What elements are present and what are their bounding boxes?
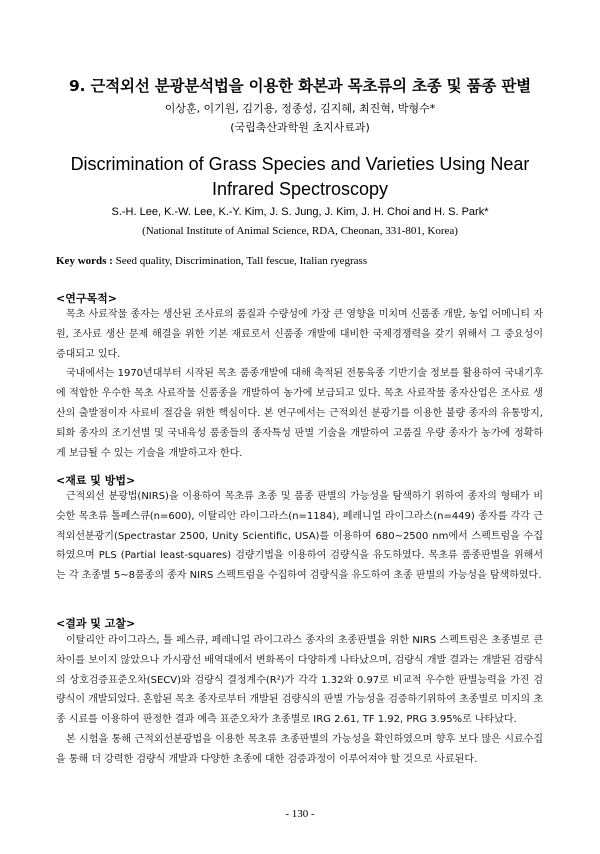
english-affiliation: (National Institute of Animal Science, RDA, Cheonan, 331-801, Korea) [142, 225, 458, 237]
paragraph: 본 시험을 통해 근적외선분광법을 이용한 목초류 초종판별의 가능성을 확인하였으며 향후 보다 많은 시료수집을 통해 더 강력한 검량식 개발과 다양한 초종에 대한 검증과정이 이루어져야 할 것으로 사료된다. [56, 733, 543, 765]
section-heading-results: <결과 및 고찰> [56, 617, 136, 630]
keywords-value: Seed quality, Discrimination, Tall fescue, Italian ryegrass [115, 255, 368, 267]
page-number: - 130 - [285, 808, 315, 820]
english-title: Discrimination of Grass Species and Varieties Using Near Infrared Spectroscopy [70, 154, 530, 199]
paragraph: 근적외선 분광법(NIRS)을 이용하여 목초류 초종 및 품종 판별의 가능성을 탐색하기 위하여 종자의 형태가 비슷한 목초류 톨페스큐(n=600), 이탈리안 라이그라스(n=1184), 페레니얼 라이그라스(n=449) 종자를 각각 근적외선분광기(Spectrastar 2500, Unity Scientific, USA)를 이용하여 680~2500 nm에서 스펙트럼을 수집하였으며 PLS (Partial least-squares) 검량기법을 이용하여 검량식을 유도하였다. 목초류 품종판별을 위해서는 각 초종별 5~8품종의 종자 NIRS 스펙트럼을 수집하여 검량식을 유도하여 초종 판별의 가능성을 탐색하였다. [56, 491, 543, 582]
section-heading-purpose: <연구목적> [56, 292, 117, 305]
paragraph: 목초 사료작물 종자는 생산된 조사료의 품질과 수량성에 가장 큰 영향을 미치며 신품종 개발, 농업 어메니티 자원, 조사료 생산 문제 해결을 위한 기본 재료로서 신품종 개발에 대비한 국제경쟁력을 갖기 위해서 그 중요성이 증대되고 있다. [56, 309, 543, 360]
korean-authors: 이상훈, 이기원, 김기용, 정종성, 김지혜, 최진혁, 박형수* [164, 102, 436, 115]
keywords-label: Key words : [56, 255, 113, 267]
paragraph: 국내에서는 1970년대부터 시작된 목초 품종개발에 대해 축적된 전통육종 기반기술 정보를 활용하여 국내기후에 적합한 우수한 목초 사료작물 신품종을 개발하여 농가에 보급되고 있다. 목초 사료작물 종자산업은 조사료 생산의 출발점이자 사료비 절감을 위한 핵심이다. 본 연구에서는 근적외선 분광기를 이용한 불량 종자의 유통방지, 퇴화 종자의 조기선별 및 국내육성 품종들의 종자특성 판별 기술을 개발하여 고품질 우량 종자가 농가에 정확하게 보급될 수 있는 기술을 개발하고자 한다. [56, 368, 543, 459]
paragraph: 이탈리안 라이그라스, 톨 페스큐, 페레니얼 라이그라스 종자의 초종판별을 위한 NIRS 스펙트럼은 초종별로 큰 차이를 보이지 않았으나 가시광선 배역대에서 변화폭이 다양하게 나타났으며, 검량식 개발 결과는 개발된 검량식의 상호검증표준오차(SECV)와 검량식 결정계수(R²)가 각각 1.32와 0.97로 비교적 우수한 판별능력을 가진 검량식이 개발되었다. 혼합된 목초 종자로부터 개발된 검량식의 판별 가능성을 검증하기위하여 초종별로 미지의 초종 시료를 이용하여 판정한 결과 예측 표준오차가 초종별로 IRG 2.61, TF 1.92, PRG 3.95%로 나타났다. [56, 635, 543, 726]
english-authors: S.-H. Lee, K.-W. Lee, K.-Y. Kim, J. S. Jung, J. Kim, J. H. Choi and H. S. Park* [111, 206, 489, 218]
section-body-results [56, 631, 543, 770]
keywords [56, 255, 546, 267]
section-body-methods [56, 487, 543, 586]
section-heading-methods: <재료 및 방법> [56, 474, 136, 487]
korean-title: 9. 근적외선 분광분석법을 이용한 화본과 목초류의 초종 및 품종 판별 [69, 77, 531, 95]
korean-affiliation: (국립축산과학원 초지사료과) [230, 121, 370, 134]
section-body-purpose [56, 305, 543, 463]
